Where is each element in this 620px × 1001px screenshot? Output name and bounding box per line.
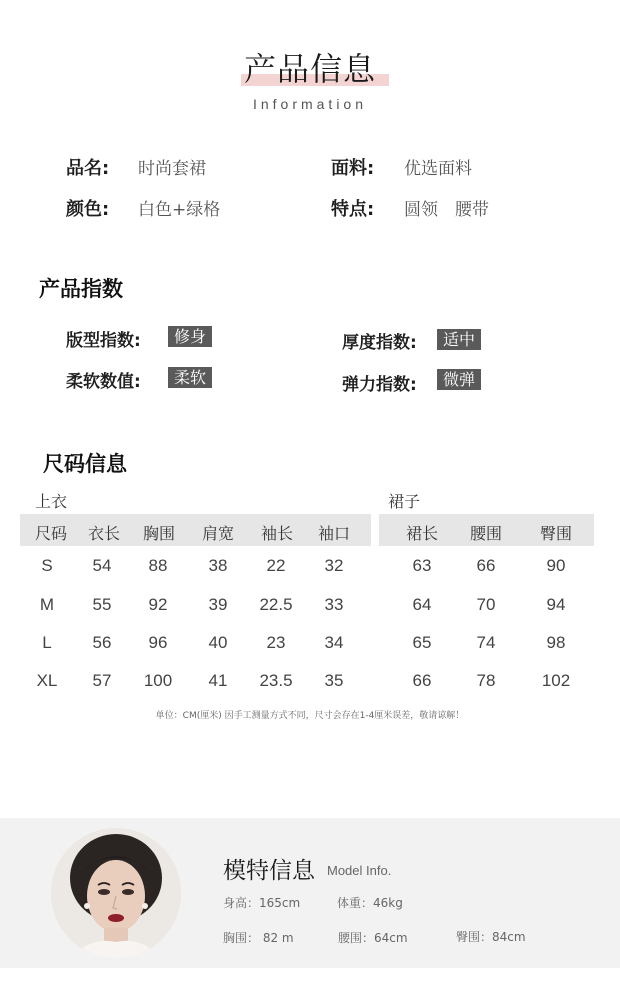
- page-subtitle: Information: [252, 96, 368, 112]
- table-cell: 70: [476, 595, 496, 614]
- fabric-label: 面料:: [331, 158, 375, 179]
- table-cell: 78: [476, 671, 496, 690]
- table-cell: 41: [208, 671, 228, 690]
- top-table-label: 上衣: [35, 492, 68, 511]
- table-cell: 74: [476, 633, 496, 652]
- table-cell: 22.5: [259, 595, 293, 614]
- elasticity-label: 弹力指数:: [342, 375, 417, 395]
- table-cell: 65: [412, 633, 432, 652]
- index-section-title: 产品指数: [39, 277, 123, 301]
- elasticity-tag: 微弹: [437, 369, 481, 390]
- table-cell: L: [42, 633, 52, 652]
- skirt-table-label: 裙子: [388, 492, 421, 511]
- table-cell: 39: [208, 595, 228, 614]
- table-cell: 63: [412, 556, 432, 575]
- thickness-label: 厚度指数:: [342, 333, 417, 353]
- table-cell: 33: [324, 595, 344, 614]
- table-cell: 32: [324, 556, 344, 575]
- table-cell: 98: [546, 633, 566, 652]
- page-title: 产品信息: [243, 50, 376, 88]
- name-value: 时尚套裙: [138, 159, 206, 179]
- table-cell: 38: [208, 556, 228, 575]
- table-cell: 56: [92, 633, 112, 652]
- model-height: 身高：165cm: [223, 896, 301, 910]
- table-cell: 40: [208, 633, 228, 652]
- softness-label: 柔软数值:: [66, 372, 141, 392]
- top-header-cell: 衣长: [87, 524, 120, 543]
- fit-tag: 修身: [168, 326, 212, 347]
- fabric-value: 优选面料: [404, 159, 472, 179]
- size-section-title: 尺码信息: [43, 452, 127, 476]
- table-cell: 34: [324, 633, 344, 652]
- table-cell: 66: [476, 556, 496, 575]
- top-header-cell: 袖口: [317, 524, 350, 543]
- skirt-header-cell: 臀围: [539, 524, 572, 543]
- table-cell: S: [41, 556, 53, 575]
- table-cell: M: [39, 595, 55, 614]
- model-portrait-icon: [51, 828, 181, 958]
- feature-value: 圆领 腰带: [404, 200, 489, 220]
- table-cell: 96: [148, 633, 168, 652]
- feature-label: 特点:: [331, 199, 375, 220]
- table-cell: 90: [546, 556, 566, 575]
- name-label: 品名:: [66, 158, 110, 179]
- model-title: 模特信息: [223, 858, 315, 884]
- table-cell: 94: [546, 595, 566, 614]
- model-waist: 腰围：64cm: [338, 931, 408, 945]
- table-cell: 64: [412, 595, 432, 614]
- model-subtitle: Model Info.: [327, 863, 392, 878]
- model-bust: 胸围： 82 m: [223, 931, 294, 945]
- size-note: 单位：CM(厘米) 因手工测量方式不同，尺寸会存在1-4厘米误差，敬请谅解！: [155, 711, 465, 721]
- table-cell: 23.5: [259, 671, 293, 690]
- model-avatar: [51, 828, 181, 958]
- top-header-cell: 尺码: [34, 524, 67, 543]
- table-cell: 23: [266, 633, 286, 652]
- color-label: 颜色:: [66, 199, 110, 220]
- table-cell: 35: [324, 671, 344, 690]
- model-weight: 体重：46kg: [337, 896, 403, 910]
- table-cell: 100: [143, 671, 173, 690]
- top-header-cell: 胸围: [142, 524, 175, 543]
- softness-tag: 柔软: [168, 367, 212, 388]
- table-cell: 102: [541, 671, 571, 690]
- fit-label: 版型指数:: [66, 331, 141, 351]
- skirt-header-cell: 裙长: [405, 524, 438, 543]
- skirt-header-cell: 腰围: [469, 524, 502, 543]
- table-cell: 66: [412, 671, 432, 690]
- top-header-cell: 袖长: [260, 524, 293, 543]
- top-header-cell: 肩宽: [201, 524, 234, 543]
- table-cell: 57: [92, 671, 112, 690]
- model-hip: 臀围：84cm: [456, 930, 526, 944]
- table-cell: 92: [148, 595, 168, 614]
- table-cell: 54: [92, 556, 112, 575]
- thickness-tag: 适中: [437, 329, 481, 350]
- table-cell: 55: [92, 595, 112, 614]
- table-cell: 22: [266, 556, 286, 575]
- table-cell: XL: [36, 671, 58, 690]
- color-value: 白色+绿格: [138, 200, 221, 220]
- table-cell: 88: [148, 556, 168, 575]
